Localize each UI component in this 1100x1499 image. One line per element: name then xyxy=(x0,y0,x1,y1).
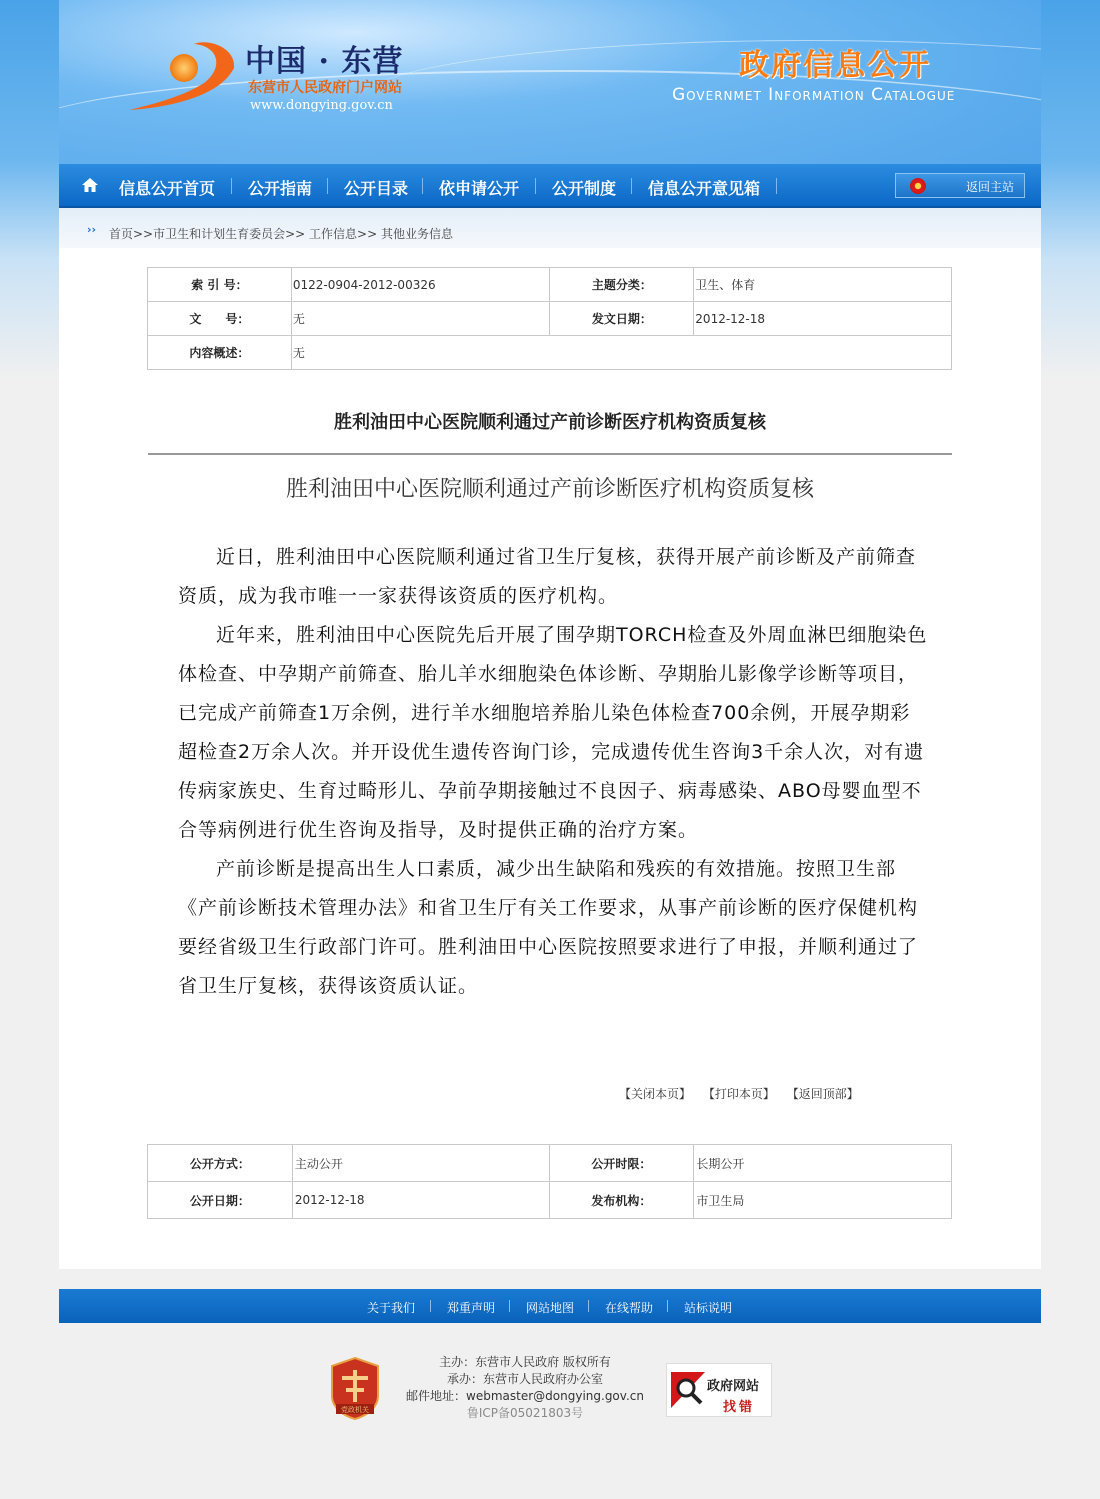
method-key: 公开方式： xyxy=(148,1145,293,1182)
nav-item-apply[interactable]: 依申请公开 xyxy=(439,179,520,198)
national-emblem-icon xyxy=(910,178,926,194)
footer-info xyxy=(390,1354,660,1422)
article-paragraph: 近日，胜利油田中心医院顺利通过省卫生厅复核，获得开展产前诊断及产前筛查资质，成为我市唯一一家获得该资质的医疗机构。 xyxy=(178,546,917,607)
term-key: 公开时限： xyxy=(549,1145,694,1182)
nav-divider xyxy=(327,178,328,194)
breadcrumb-arrow-icon: ›› xyxy=(87,223,97,236)
footer-organizer: 承办：东营市人民政府办公室 xyxy=(446,1372,603,1386)
org-value: 市卫生局 xyxy=(694,1182,952,1219)
nav-item-feedback[interactable]: 信息公开意见箱 xyxy=(648,179,761,198)
footer-email[interactable]: 邮件地址：webmaster@dongying.gov.cn xyxy=(406,1389,644,1403)
article-paragraph: 产前诊断是提高出生人口素质，减少出生缺陷和残疾的有效措施。按照卫生部《产前诊断技术管理办法》和省卫生厅有关工作要求，从事产前诊断的医疗保健机构要经省级卫生行政部门许可。胜利油田中心医院按照要求进行了申报，并顺利通过了省卫生厅复核，获得该资质认证。 xyxy=(178,858,919,997)
article-title: 胜利油田中心医院顺利通过产前诊断医疗机构资质复核 xyxy=(334,412,766,433)
nav-item-system[interactable]: 公开制度 xyxy=(552,179,617,198)
nav-divider xyxy=(231,178,232,194)
section-subtitle: Governmet Information Catalogue xyxy=(672,85,956,105)
party-government-badge-icon[interactable] xyxy=(328,1356,382,1420)
close-page-link[interactable]: 【关闭本页】 xyxy=(619,1087,692,1101)
org-key: 发布机构： xyxy=(549,1182,694,1219)
site-logo-icon[interactable] xyxy=(124,38,244,118)
nav-divider xyxy=(776,178,777,194)
docno-key: 文 号： xyxy=(148,302,292,336)
section-title: 政府信息公开 xyxy=(739,48,931,83)
index-value: 0122-0904-2012-00326 xyxy=(291,268,550,302)
main-nav xyxy=(59,164,1041,208)
site-url: www.dongying.gov.cn xyxy=(250,98,393,113)
footer-divider xyxy=(667,1300,668,1312)
breadcrumb xyxy=(59,208,1041,248)
nav-divider xyxy=(535,178,536,194)
summary-value: 无 xyxy=(291,336,951,370)
date-value: 2012-12-18 xyxy=(694,302,952,336)
finderr-line2: 找错 xyxy=(723,1400,756,1415)
info-meta-table xyxy=(147,267,952,370)
back-home-button[interactable] xyxy=(895,173,1025,198)
footer-links-bar xyxy=(59,1289,1041,1323)
term-value: 长期公开 xyxy=(694,1145,952,1182)
article-body xyxy=(178,538,928,1006)
magnifier-icon xyxy=(671,1370,705,1410)
method-value: 主动公开 xyxy=(292,1145,549,1182)
footer-link-about[interactable]: 关于我们 xyxy=(367,1301,416,1315)
svg-text:党政机关: 党政机关 xyxy=(341,1406,369,1414)
footer-divider xyxy=(588,1300,589,1312)
publish-meta-table xyxy=(147,1144,952,1219)
nav-divider xyxy=(422,178,423,194)
footer-divider xyxy=(509,1300,510,1312)
finderr-line1: 政府网站 xyxy=(707,1379,760,1394)
date-key: 发文日期： xyxy=(550,302,694,336)
pubdate-value: 2012-12-18 xyxy=(292,1182,549,1219)
back-home-label: 返回主站 xyxy=(966,180,1015,194)
footer-host: 主办：东营市人民政府 版权所有 xyxy=(439,1355,611,1369)
breadcrumb-path[interactable]: 首页>>市卫生和计划生育委员会>> 工作信息>> 其他业务信息 xyxy=(109,227,453,241)
gov-site-error-report-button[interactable] xyxy=(666,1363,772,1417)
home-icon[interactable] xyxy=(81,176,99,194)
index-key: 索 引 号： xyxy=(148,268,292,302)
nav-divider xyxy=(631,178,632,194)
summary-key: 内容概述： xyxy=(148,336,292,370)
footer-divider xyxy=(430,1300,431,1312)
pubdate-key: 公开日期： xyxy=(148,1182,293,1219)
article-subtitle: 胜利油田中心医院顺利通过产前诊断医疗机构资质复核 xyxy=(285,477,814,502)
category-value: 卫生、体育 xyxy=(694,268,952,302)
footer-icp[interactable]: 鲁ICP备05021803号 xyxy=(466,1406,584,1420)
nav-item-catalog[interactable]: 公开目录 xyxy=(344,179,409,198)
print-page-link[interactable]: 【打印本页】 xyxy=(702,1087,775,1101)
page-actions xyxy=(619,1085,867,1102)
title-divider xyxy=(148,453,952,455)
category-key: 主题分类： xyxy=(550,268,694,302)
docno-value: 无 xyxy=(291,302,550,336)
article-paragraph: 近年来，胜利油田中心医院先后开展了围孕期TORCH检查及外周血淋巴细胞染色体检查、中孕期产前筛查、胎儿羊水细胞染色体诊断、孕期胎儿影像学诊断等项目，已完成产前筛查1万余例，进行羊水细胞培养胎儿染色体检查700余例，开展孕期彩超检查2万余人次。并开设优生遗传咨询门诊，完成遗传优生咨询3千余人次，对有遗传病家族史、生育过畸形儿、孕前孕期接触过不良因子、病毒感染、ABO母婴血型不合等病例进行优生咨询及指导，及时提供正确的治疗方案。 xyxy=(178,624,928,841)
footer-link-logo-info[interactable]: 站标说明 xyxy=(684,1301,733,1315)
footer-link-sitemap[interactable]: 网站地图 xyxy=(526,1301,575,1315)
footer-link-statement[interactable]: 郑重声明 xyxy=(447,1301,496,1315)
site-subtitle: 东营市人民政府门户网站 xyxy=(248,80,402,96)
back-to-top-link[interactable]: 【返回顶部】 xyxy=(786,1087,859,1101)
nav-item-guide[interactable]: 公开指南 xyxy=(248,179,313,198)
footer-link-help[interactable]: 在线帮助 xyxy=(605,1301,654,1315)
main-content xyxy=(59,208,1041,1269)
nav-item-home[interactable]: 信息公开首页 xyxy=(119,179,216,198)
site-header xyxy=(59,0,1041,164)
site-title: 中国 · 东营 xyxy=(245,44,404,79)
